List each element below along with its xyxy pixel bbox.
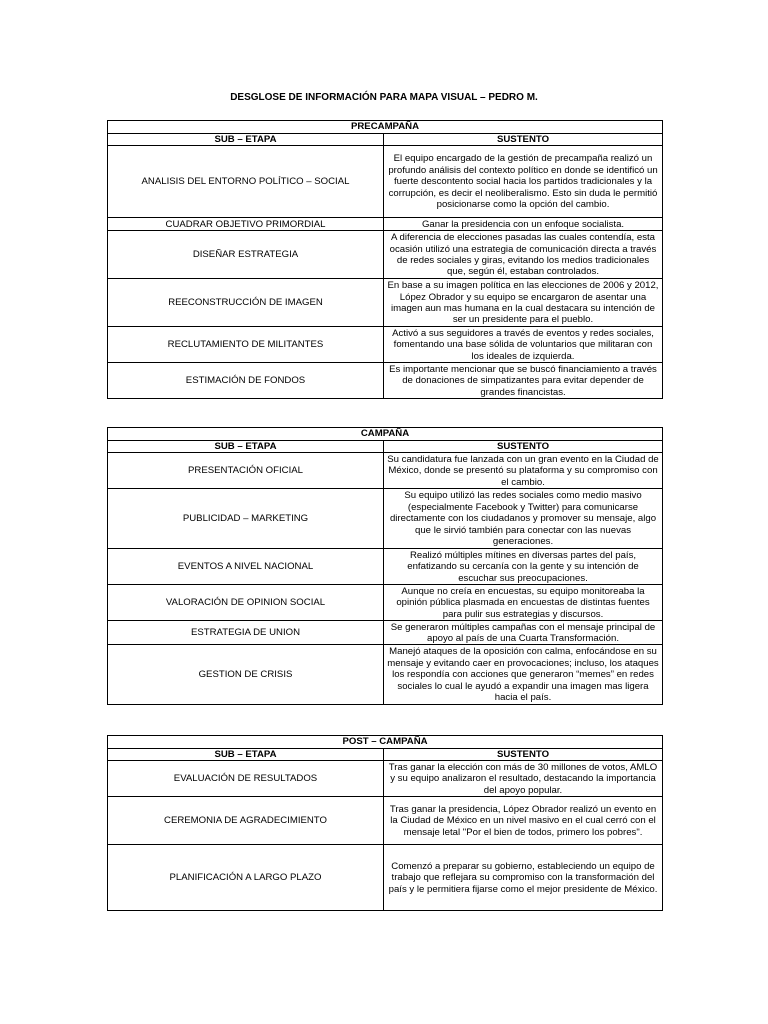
table-row [108, 645, 663, 705]
section-title: POST – CAMPAÑA [108, 736, 663, 749]
table-row [108, 585, 663, 621]
column-header-sub-etapa: SUB – ETAPA [108, 749, 384, 761]
table-row [108, 845, 663, 911]
sustento-cell: A diferencia de elecciones pasadas las cuales contendía, esta ocasión utilizó una estrategia de comunicación directa a través de redes sociales y giras, evitando los medios tradicionales que, según él, estaban controlados. [384, 231, 663, 279]
sustento-cell: Realizó múltiples mítines en diversas partes del país, enfatizando su cercanía con la gente y su intención de escuchar sus preocupaciones. [384, 549, 663, 585]
sustento-cell: Tras ganar la presidencia, López Obrador realizó un evento en la Ciudad de México en un nivel masivo en el cual cerró con el mensaje letal "Por el bien de todos, primero los pobres". [384, 797, 663, 845]
table-campana [107, 427, 663, 705]
sub-etapa-cell: EVENTOS A NIVEL NACIONAL [108, 549, 384, 585]
sub-etapa-cell: RECLUTAMIENTO DE MILITANTES [108, 327, 384, 363]
table-row [108, 797, 663, 845]
section-title: CAMPAÑA [108, 428, 663, 441]
column-header-sustento: SUSTENTO [384, 134, 663, 146]
sustento-cell: Activó a sus seguidores a través de eventos y redes sociales, fomentando una base sólida de voluntarios que militaran con los ideales de izquierda. [384, 327, 663, 363]
column-header-sustento: SUSTENTO [384, 749, 663, 761]
sub-etapa-cell: REECONSTRUCCIÓN DE IMAGEN [108, 279, 384, 327]
sustento-cell: Aunque no creía en encuestas, su equipo monitoreaba la opinión pública plasmada en encuestas de distintas fuentes para pulir sus estrategias y discursos. [384, 585, 663, 621]
table-row [108, 146, 663, 218]
sustento-cell: El equipo encargado de la gestión de precampaña realizó un profundo análisis del contexto político en donde se identificó un fuerte descontento social hacia los partidos tradicionales y la corrupción, es decir el neoliberalismo. Esto sin duda le permitió posicionarse como la opción del cambio. [384, 146, 663, 218]
sustento-cell: Manejó ataques de la oposición con calma, enfocándose en su mensaje y evitando caer en provocaciones; incluso, los ataques los respondía con acciones que generaron “memes” en redes sociales lo cual le ayudó a expandir una imagen mas ligera hacia el país. [384, 645, 663, 705]
table-row [108, 363, 663, 399]
sub-etapa-cell: CEREMONIA DE AGRADECIMIENTO [108, 797, 384, 845]
table-precampana [107, 120, 663, 399]
sub-etapa-cell: PLANIFICACIÓN A LARGO PLAZO [108, 845, 384, 911]
sub-etapa-cell: CUADRAR OBJETIVO PRIMORDIAL [108, 218, 384, 231]
sub-etapa-cell: ESTRATEGIA DE UNION [108, 621, 384, 645]
sub-etapa-cell: ESTIMACIÓN DE FONDOS [108, 363, 384, 399]
sub-etapa-cell: GESTION DE CRISIS [108, 645, 384, 705]
document-title: DESGLOSE DE INFORMACIÓN PARA MAPA VISUAL – PEDRO M. [230, 92, 538, 103]
sub-etapa-cell: VALORACIÓN DE OPINION SOCIAL [108, 585, 384, 621]
table-row [108, 453, 663, 489]
table-post-campana [107, 735, 663, 911]
sustento-cell: Es importante mencionar que se buscó financiamiento a través de donaciones de simpatizantes para evitar depender de grandes financistas. [384, 363, 663, 399]
sustento-cell: Comenzó a preparar su gobierno, estableciendo un equipo de trabajo que reflejara su compromiso con la transformación del país y le permitiera fijarse como el mejor presidente de México. [384, 845, 663, 911]
sub-etapa-cell: PRESENTACIÓN OFICIAL [108, 453, 384, 489]
sustento-cell: Tras ganar la elección con más de 30 millones de votos, AMLO y su equipo analizaron el resultado, destacando la importancia del apoyo popular. [384, 761, 663, 797]
sustento-cell: En base a su imagen política en las elecciones de 2006 y 2012, López Obrador y su equipo se encargaron de asentar una imagen aun mas humana en la cual destacara su intención de ser un presidente para el pueblo. [384, 279, 663, 327]
table-row [108, 231, 663, 279]
sub-etapa-cell: EVALUACIÓN DE RESULTADOS [108, 761, 384, 797]
sustento-cell: Su candidatura fue lanzada con un gran evento en la Ciudad de México, donde se presentó su plataforma y su compromiso con el cambio. [384, 453, 663, 489]
column-header-sub-etapa: SUB – ETAPA [108, 441, 384, 453]
table-row [108, 761, 663, 797]
section-title: PRECAMPAÑA [108, 121, 663, 134]
sustento-cell: Ganar la presidencia con un enfoque socialista. [384, 218, 663, 231]
table-row [108, 218, 663, 231]
table-row [108, 327, 663, 363]
table-row [108, 549, 663, 585]
sustento-cell: Se generaron múltiples campañas con el mensaje principal de apoyo al país de una Cuarta Transformación. [384, 621, 663, 645]
sustento-cell: Su equipo utilizó las redes sociales como medio masivo (especialmente Facebook y Twitter) para comunicarse directamente con los ciudadanos y promover su mensaje, algo que le sirvió también para conectar con las nuevas generaciones. [384, 489, 663, 549]
column-header-sub-etapa: SUB – ETAPA [108, 134, 384, 146]
table-row [108, 489, 663, 549]
sub-etapa-cell: ANALISIS DEL ENTORNO POLÍTICO – SOCIAL [108, 146, 384, 218]
table-row [108, 621, 663, 645]
column-header-sustento: SUSTENTO [384, 441, 663, 453]
table-row [108, 279, 663, 327]
sub-etapa-cell: PUBLICIDAD – MARKETING [108, 489, 384, 549]
sub-etapa-cell: DISEÑAR ESTRATEGIA [108, 231, 384, 279]
